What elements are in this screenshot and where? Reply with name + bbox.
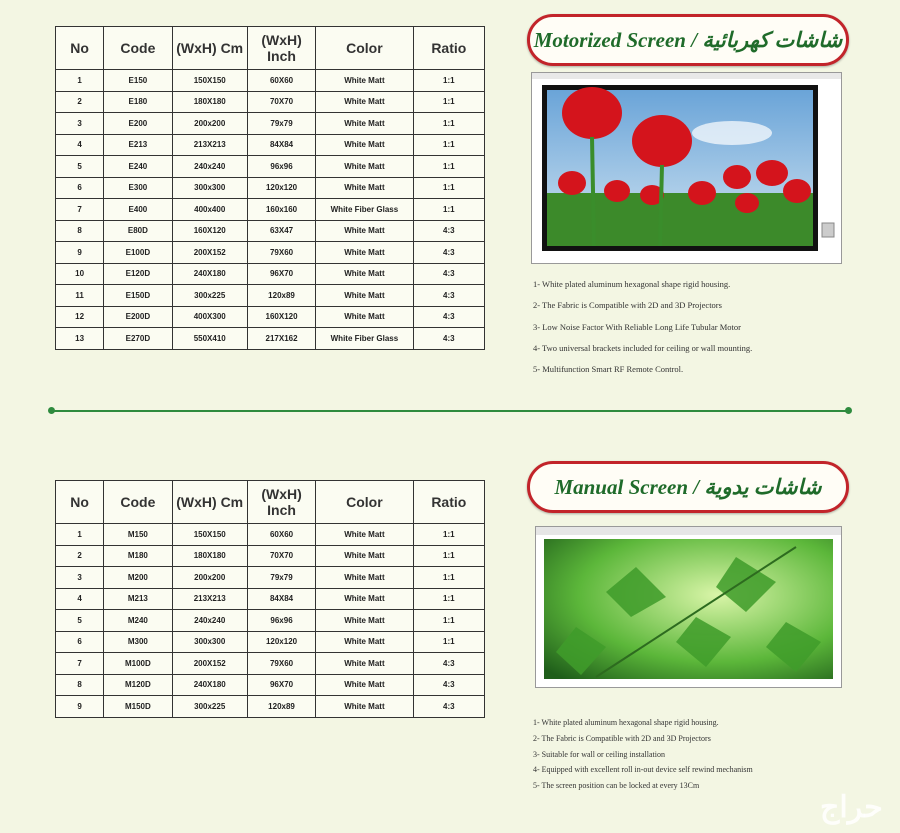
watermark-logo: حراج — [820, 791, 883, 824]
table-cell: M120D — [104, 674, 172, 696]
table-cell: E300 — [104, 177, 172, 199]
table-cell: 12 — [56, 306, 104, 328]
table-cell: 200x200 — [172, 567, 247, 589]
table-cell: 79X60 — [247, 242, 315, 264]
header-code: Code — [104, 27, 172, 70]
table-cell: M200 — [104, 567, 172, 589]
table-cell: 7 — [56, 199, 104, 221]
table-cell: 120x89 — [247, 696, 315, 718]
table-cell: 200X152 — [172, 242, 247, 264]
table-cell: 213X213 — [172, 134, 247, 156]
motorized-screen-image — [531, 72, 842, 264]
table-cell: 1 — [56, 524, 104, 546]
table-cell: 1:1 — [413, 134, 484, 156]
table-cell: White Fiber Glass — [316, 328, 413, 350]
table-cell: White Matt — [316, 545, 413, 567]
header-size-inch: (WxH) Inch — [247, 27, 315, 70]
table-cell: 2 — [56, 91, 104, 113]
table-cell: 300x300 — [172, 177, 247, 199]
header-ratio: Ratio — [413, 481, 484, 524]
table-cell: 1:1 — [413, 588, 484, 610]
table-header-row — [56, 27, 485, 70]
table-row — [56, 220, 485, 242]
table-row — [56, 696, 485, 718]
table-cell: M100D — [104, 653, 172, 675]
table-cell: 2 — [56, 545, 104, 567]
table-row — [56, 588, 485, 610]
motorized-table-body — [56, 70, 485, 350]
table-cell: White Matt — [316, 674, 413, 696]
table-cell: White Matt — [316, 177, 413, 199]
table-cell: 8 — [56, 220, 104, 242]
table-cell: White Matt — [316, 285, 413, 307]
table-cell: 96X70 — [247, 674, 315, 696]
table-cell: E120D — [104, 263, 172, 285]
table-cell: White Matt — [316, 696, 413, 718]
table-cell: 4:3 — [413, 674, 484, 696]
table-cell: M300 — [104, 631, 172, 653]
table-cell: 84X84 — [247, 134, 315, 156]
table-cell: E400 — [104, 199, 172, 221]
table-cell: 63X47 — [247, 220, 315, 242]
table-row — [56, 328, 485, 350]
table-row — [56, 242, 485, 264]
table-header-row — [56, 481, 485, 524]
table-cell: 400X300 — [172, 306, 247, 328]
motorized-screen-title: Motorized Screen / شاشات كهربائية — [527, 14, 849, 66]
feature-item: 2- The Fabric is Compatible with 2D and 3D Projectors — [533, 733, 711, 743]
table-row — [56, 653, 485, 675]
table-cell: 200x200 — [172, 113, 247, 135]
table-cell: 7 — [56, 653, 104, 675]
tulip-photo — [532, 73, 841, 263]
table-cell: 4 — [56, 588, 104, 610]
header-code: Code — [104, 481, 172, 524]
table-cell: 3 — [56, 113, 104, 135]
table-cell: 1:1 — [413, 91, 484, 113]
table-cell: 180X180 — [172, 91, 247, 113]
table-cell: 150X150 — [172, 524, 247, 546]
table-row — [56, 674, 485, 696]
table-cell: 96x96 — [247, 156, 315, 178]
table-cell: E200D — [104, 306, 172, 328]
table-cell: 300x225 — [172, 285, 247, 307]
table-cell: 79x79 — [247, 113, 315, 135]
table-cell: E200 — [104, 113, 172, 135]
table-cell: E180 — [104, 91, 172, 113]
section-divider — [50, 410, 850, 412]
table-cell: E240 — [104, 156, 172, 178]
header-no: No — [56, 481, 104, 524]
table-cell: 60X60 — [247, 70, 315, 92]
header-no: No — [56, 27, 104, 70]
table-cell: White Matt — [316, 263, 413, 285]
table-cell: 6 — [56, 177, 104, 199]
feature-item: 5- The screen position can be locked at every 13Cm — [533, 781, 700, 791]
table-cell: 240X180 — [172, 674, 247, 696]
table-cell: 4:3 — [413, 696, 484, 718]
table-cell: 9 — [56, 696, 104, 718]
table-cell: 300x300 — [172, 631, 247, 653]
header-color: Color — [316, 27, 413, 70]
motorized-feature-list — [533, 279, 752, 385]
table-cell: White Matt — [316, 653, 413, 675]
table-cell: 70X70 — [247, 545, 315, 567]
manual-screen-title: Manual Screen / شاشات يدوية — [527, 461, 849, 513]
table-cell: E150 — [104, 70, 172, 92]
table-cell: 4:3 — [413, 220, 484, 242]
feature-item: 4- Equipped with excellent roll in-out device self rewind mechanism — [533, 765, 753, 775]
table-cell: 96X70 — [247, 263, 315, 285]
table-row — [56, 91, 485, 113]
table-cell: 240X180 — [172, 263, 247, 285]
table-row — [56, 567, 485, 589]
table-cell: E213 — [104, 134, 172, 156]
table-cell: M150 — [104, 524, 172, 546]
table-row — [56, 610, 485, 632]
table-cell: 240x240 — [172, 610, 247, 632]
header-size-cm: (WxH) Cm — [172, 481, 247, 524]
header-size-cm: (WxH) Cm — [172, 27, 247, 70]
table-cell: 10 — [56, 263, 104, 285]
table-cell: 1 — [56, 70, 104, 92]
table-cell: 1:1 — [413, 524, 484, 546]
table-cell: 150X150 — [172, 70, 247, 92]
table-cell: 120x89 — [247, 285, 315, 307]
table-cell: White Matt — [316, 306, 413, 328]
table-cell: 1:1 — [413, 156, 484, 178]
table-cell: 5 — [56, 610, 104, 632]
table-cell: 1:1 — [413, 70, 484, 92]
table-cell: E100D — [104, 242, 172, 264]
table-row — [56, 545, 485, 567]
table-cell: E80D — [104, 220, 172, 242]
table-cell: 4:3 — [413, 328, 484, 350]
table-cell: 4:3 — [413, 242, 484, 264]
table-cell: 300x225 — [172, 696, 247, 718]
feature-item: 3- Low Noise Factor With Reliable Long Life Tubular Motor — [533, 321, 741, 332]
header-size-inch: (WxH) Inch — [247, 481, 315, 524]
table-cell: 160X120 — [247, 306, 315, 328]
table-cell: 1:1 — [413, 199, 484, 221]
table-row — [56, 631, 485, 653]
table-cell: 200X152 — [172, 653, 247, 675]
table-cell: 96x96 — [247, 610, 315, 632]
table-cell: 6 — [56, 631, 104, 653]
table-cell: M213 — [104, 588, 172, 610]
divider-dot-right — [845, 407, 852, 414]
table-cell: White Matt — [316, 134, 413, 156]
table-cell: White Matt — [316, 242, 413, 264]
table-cell: White Matt — [316, 588, 413, 610]
motorized-spec-table — [55, 26, 485, 350]
table-cell: 4:3 — [413, 653, 484, 675]
table-row — [56, 306, 485, 328]
table-cell: 1:1 — [413, 113, 484, 135]
table-cell: White Matt — [316, 610, 413, 632]
table-cell: 160X120 — [172, 220, 247, 242]
table-cell: 4:3 — [413, 285, 484, 307]
table-cell: 1:1 — [413, 567, 484, 589]
table-cell: 120x120 — [247, 631, 315, 653]
manual-table-body — [56, 524, 485, 718]
feature-item: 4- Two universal brackets included for ceiling or wall mounting. — [533, 342, 753, 353]
table-row — [56, 70, 485, 92]
table-cell: 400x400 — [172, 199, 247, 221]
manual-feature-list — [533, 718, 753, 797]
table-cell: 4:3 — [413, 263, 484, 285]
table-cell: White Matt — [316, 156, 413, 178]
table-cell: E150D — [104, 285, 172, 307]
table-cell: 79X60 — [247, 653, 315, 675]
table-cell: 1:1 — [413, 610, 484, 632]
table-cell: M240 — [104, 610, 172, 632]
table-cell: White Matt — [316, 524, 413, 546]
table-cell: 13 — [56, 328, 104, 350]
table-cell: 8 — [56, 674, 104, 696]
table-cell: 3 — [56, 567, 104, 589]
table-cell: 84X84 — [247, 588, 315, 610]
table-cell: 1:1 — [413, 631, 484, 653]
table-cell: 180X180 — [172, 545, 247, 567]
header-ratio: Ratio — [413, 27, 484, 70]
table-row — [56, 263, 485, 285]
table-row — [56, 156, 485, 178]
table-cell: M180 — [104, 545, 172, 567]
table-cell: White Matt — [316, 91, 413, 113]
table-cell: 217X162 — [247, 328, 315, 350]
table-cell: White Matt — [316, 631, 413, 653]
table-row — [56, 285, 485, 307]
table-cell: 120x120 — [247, 177, 315, 199]
table-cell: White Matt — [316, 220, 413, 242]
manual-spec-table — [55, 480, 485, 718]
table-cell: 1:1 — [413, 545, 484, 567]
table-row — [56, 524, 485, 546]
table-cell: 11 — [56, 285, 104, 307]
table-cell: 60X60 — [247, 524, 315, 546]
table-cell: 70X70 — [247, 91, 315, 113]
table-cell: White Matt — [316, 70, 413, 92]
table-cell: 1:1 — [413, 177, 484, 199]
table-cell: White Fiber Glass — [316, 199, 413, 221]
feature-item: 3- Suitable for wall or ceiling installation — [533, 749, 665, 759]
header-color: Color — [316, 481, 413, 524]
table-cell: 4:3 — [413, 306, 484, 328]
table-cell: 79x79 — [247, 567, 315, 589]
table-cell: E270D — [104, 328, 172, 350]
table-cell: 4 — [56, 134, 104, 156]
table-cell: 5 — [56, 156, 104, 178]
table-cell: White Matt — [316, 113, 413, 135]
manual-screen-image — [535, 526, 842, 688]
table-cell: 213X213 — [172, 588, 247, 610]
table-row — [56, 177, 485, 199]
table-row — [56, 113, 485, 135]
table-row — [56, 199, 485, 221]
table-cell: White Matt — [316, 567, 413, 589]
table-cell: M150D — [104, 696, 172, 718]
feature-item: 2- The Fabric is Compatible with 2D and 3D Projectors — [533, 300, 722, 311]
table-cell: 240x240 — [172, 156, 247, 178]
leaves-photo — [536, 527, 841, 687]
feature-item: 1- White plated aluminum hexagonal shape rigid housing. — [533, 718, 719, 727]
table-cell: 160x160 — [247, 199, 315, 221]
table-cell: 550X410 — [172, 328, 247, 350]
feature-item: 5- Multifunction Smart RF Remote Control. — [533, 364, 684, 375]
table-cell: 9 — [56, 242, 104, 264]
table-row — [56, 134, 485, 156]
feature-item: 1- White plated aluminum hexagonal shape rigid housing. — [533, 279, 731, 289]
